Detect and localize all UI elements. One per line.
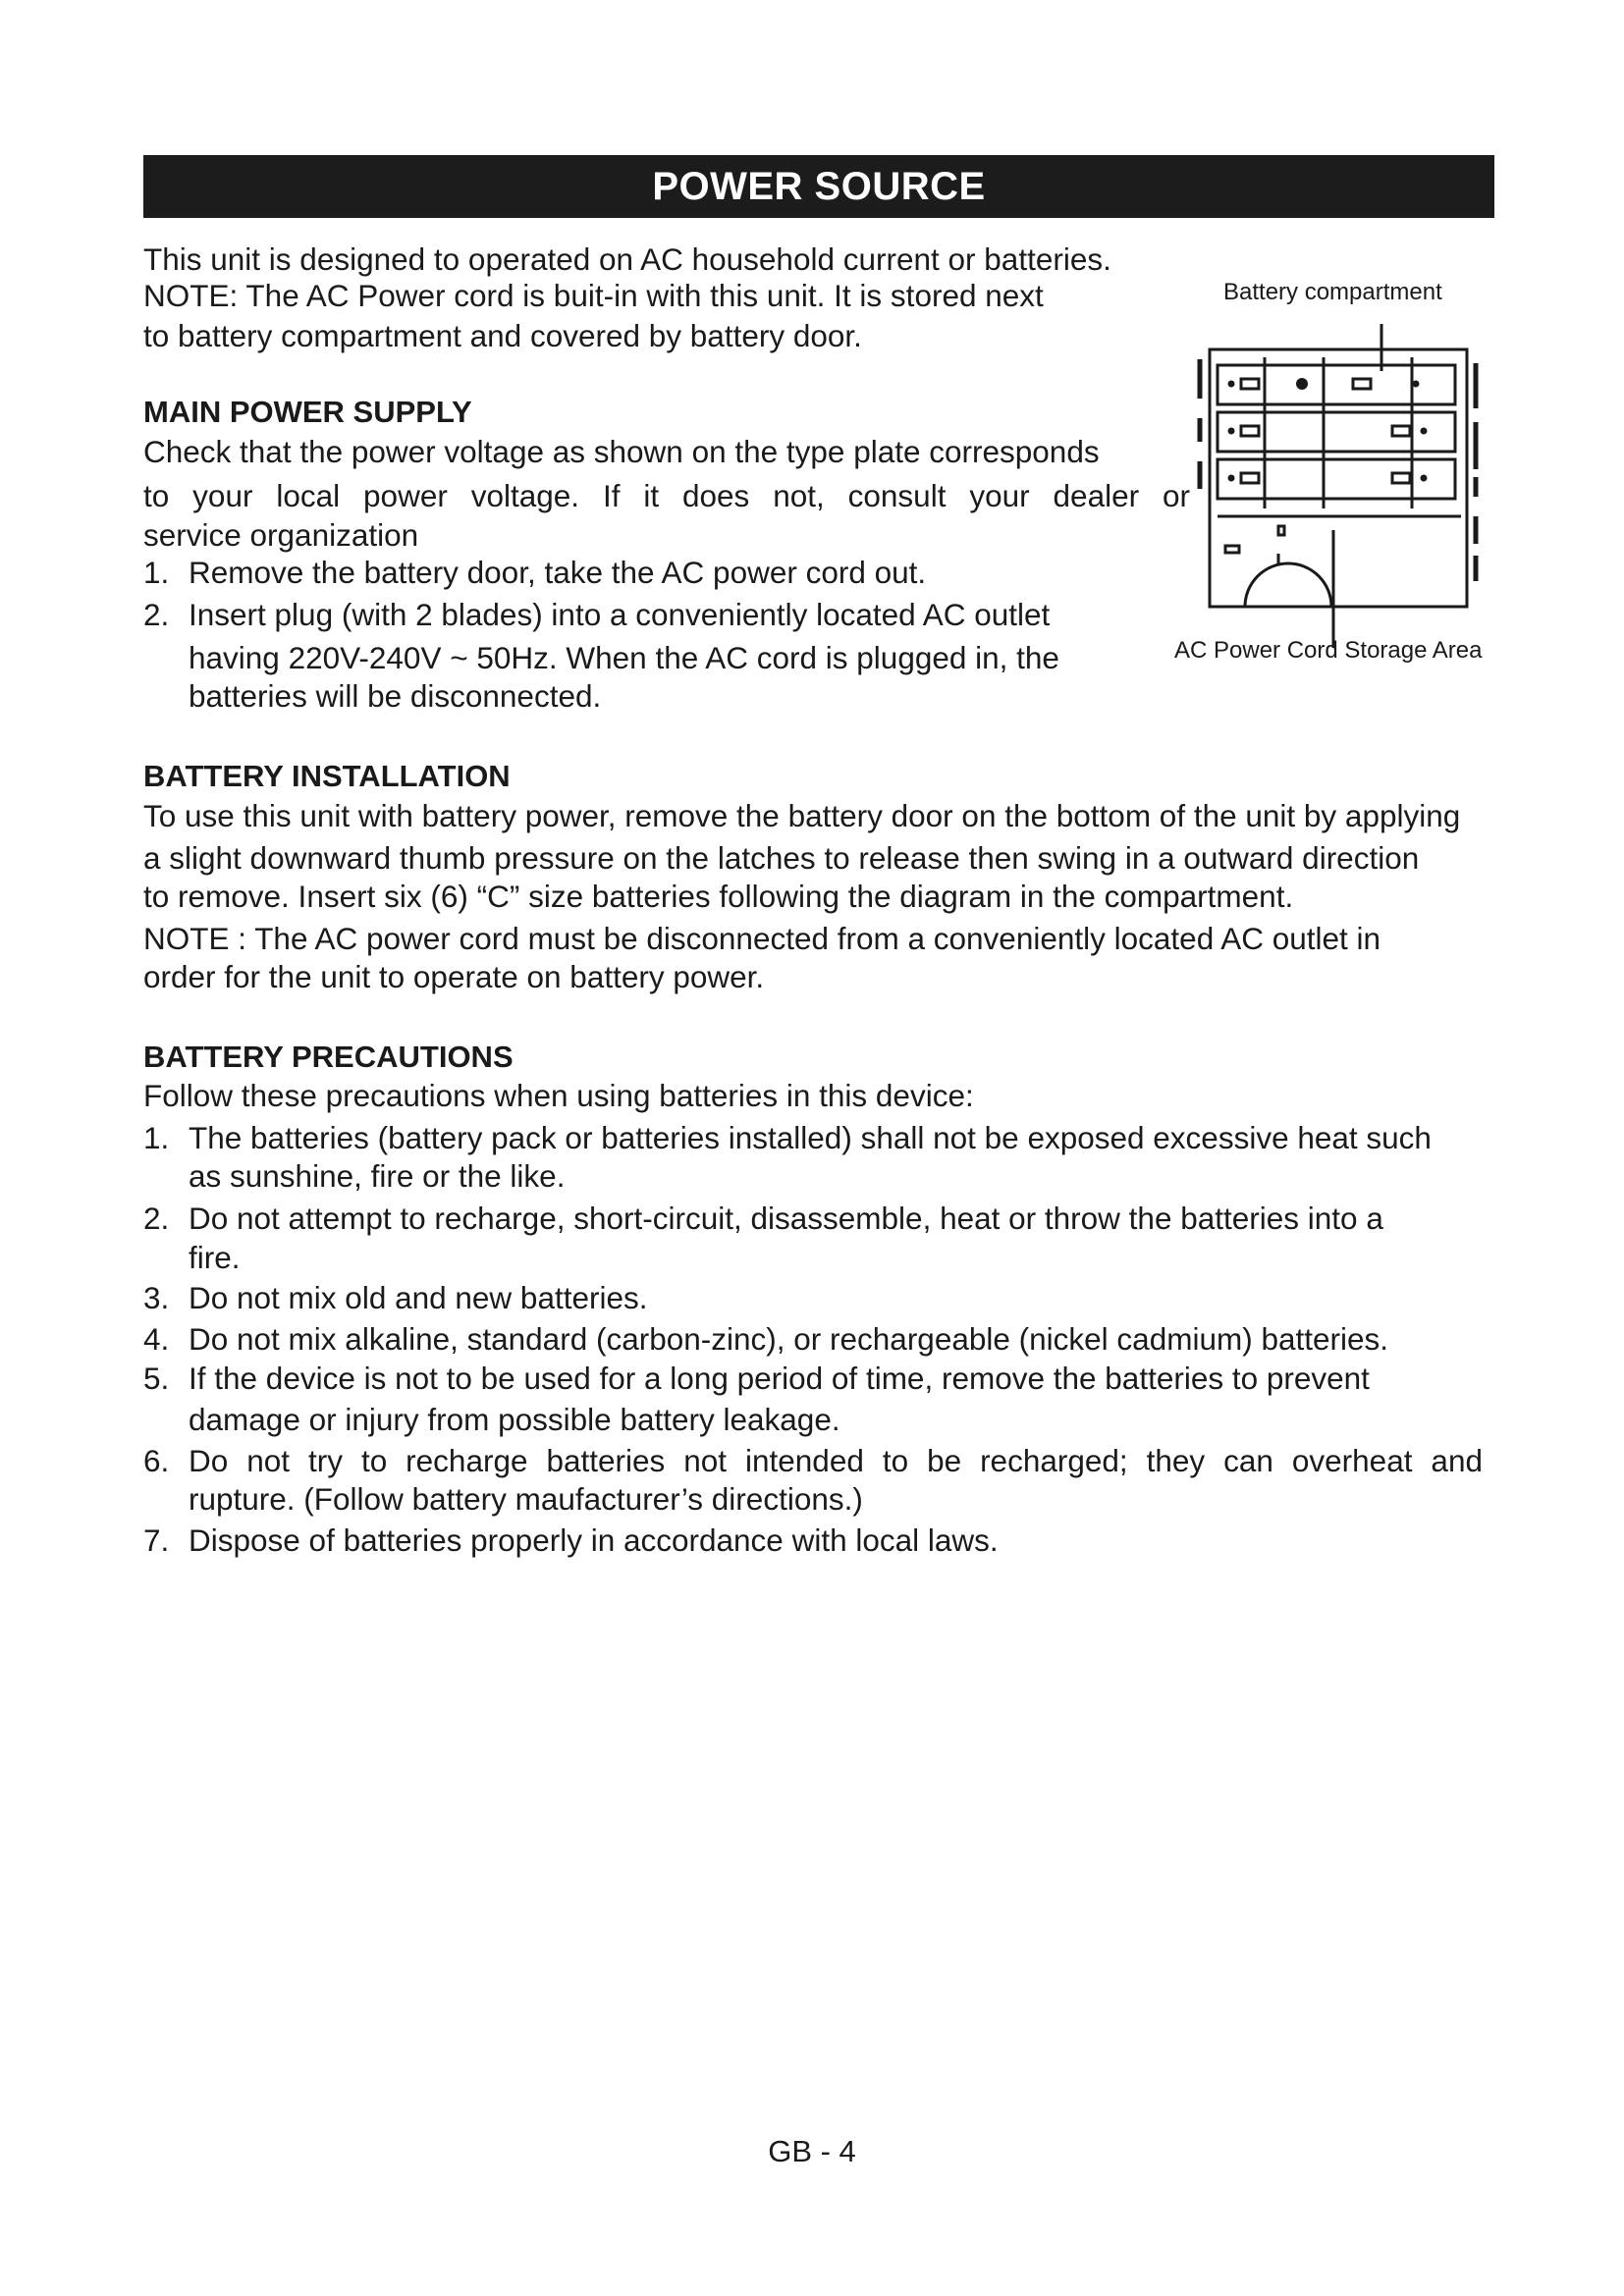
precaution-number: 4. bbox=[143, 1321, 170, 1357]
precaution-text: Dispose of batteries properly in accordance with local laws. bbox=[189, 1522, 999, 1558]
battery-installation-line: To use this unit with battery power, remove the battery door on the bottom of the unit by applying bbox=[143, 798, 1461, 833]
step-number: 2. bbox=[143, 597, 170, 632]
precaution-text: as sunshine, fire or the like. bbox=[189, 1158, 566, 1194]
figure-label-battery-compartment: Battery compartment bbox=[1223, 279, 1442, 305]
precaution-text: If the device is not to be used for a long period of time, remove the batteries to prevent bbox=[189, 1361, 1370, 1396]
precaution-text: fire. bbox=[189, 1240, 241, 1275]
main-power-line: Check that the power voltage as shown on the type plate corresponds bbox=[143, 434, 1100, 469]
step-text: having 220V-240V ~ 50Hz. When the AC cord is plugged in, the bbox=[189, 640, 1059, 675]
section-title-bar bbox=[143, 155, 1494, 218]
main-power-heading: MAIN POWER SUPPLY bbox=[143, 395, 472, 429]
step-text: batteries will be disconnected. bbox=[189, 678, 602, 714]
intro-line: This unit is designed to operated on AC household current or batteries. bbox=[143, 241, 1111, 277]
precaution-number: 5. bbox=[143, 1361, 170, 1396]
precaution-text: Do not mix alkaline, standard (carbon-zinc), or rechargeable (nickel cadmium) batteries. bbox=[189, 1321, 1389, 1357]
battery-installation-line: order for the unit to operate on battery power. bbox=[143, 959, 765, 994]
step-number: 1. bbox=[143, 555, 170, 590]
battery-installation-line: a slight downward thumb pressure on the latches to release then swing in a outward direction bbox=[143, 840, 1420, 876]
precaution-text: Do not try to recharge batteries not intended to be recharged; they can overheat and bbox=[189, 1443, 1483, 1478]
main-power-line: service organization bbox=[143, 517, 419, 553]
precaution-number: 2. bbox=[143, 1201, 170, 1236]
battery-installation-heading: BATTERY INSTALLATION bbox=[143, 759, 511, 793]
precaution-number: 3. bbox=[143, 1280, 170, 1315]
battery-installation-line: to remove. Insert six (6) “C” size batteries following the diagram in the compartment. bbox=[143, 879, 1294, 914]
precaution-number: 6. bbox=[143, 1443, 170, 1478]
main-power-line: to your local power voltage. If it does not, consult your dealer or bbox=[143, 478, 1190, 513]
battery-precautions-heading: BATTERY PRECAUTIONS bbox=[143, 1040, 514, 1074]
section-title: POWER SOURCE bbox=[652, 164, 986, 208]
precaution-text: The batteries (battery pack or batteries installed) shall not be exposed excessive heat such bbox=[189, 1120, 1432, 1155]
precaution-text: damage or injury from possible battery leakage. bbox=[189, 1402, 840, 1437]
precaution-text: rupture. (Follow battery maufacturer’s directions.) bbox=[189, 1481, 863, 1517]
figure-label-ac-storage: AC Power Cord Storage Area bbox=[1174, 637, 1483, 664]
battery-precautions-intro: Follow these precautions when using batteries in this device: bbox=[143, 1078, 974, 1113]
intro-line: to battery compartment and covered by battery door. bbox=[143, 318, 862, 353]
precaution-text: Do not attempt to recharge, short-circuit, disassemble, heat or throw the batteries into a bbox=[189, 1201, 1383, 1236]
intro-line: NOTE: The AC Power cord is buit-in with this unit. It is stored next bbox=[143, 278, 1044, 313]
page-number: GB - 4 bbox=[768, 2134, 856, 2168]
battery-compartment-diagram bbox=[1196, 324, 1490, 648]
battery-installation-line: NOTE : The AC power cord must be disconnected from a conveniently located AC outlet in bbox=[143, 921, 1381, 956]
step-text: Insert plug (with 2 blades) into a conveniently located AC outlet bbox=[189, 597, 1051, 632]
step-text: Remove the battery door, take the AC power cord out. bbox=[189, 555, 927, 590]
precaution-number: 1. bbox=[143, 1120, 170, 1155]
precaution-number: 7. bbox=[143, 1522, 170, 1558]
precaution-text: Do not mix old and new batteries. bbox=[189, 1280, 648, 1315]
